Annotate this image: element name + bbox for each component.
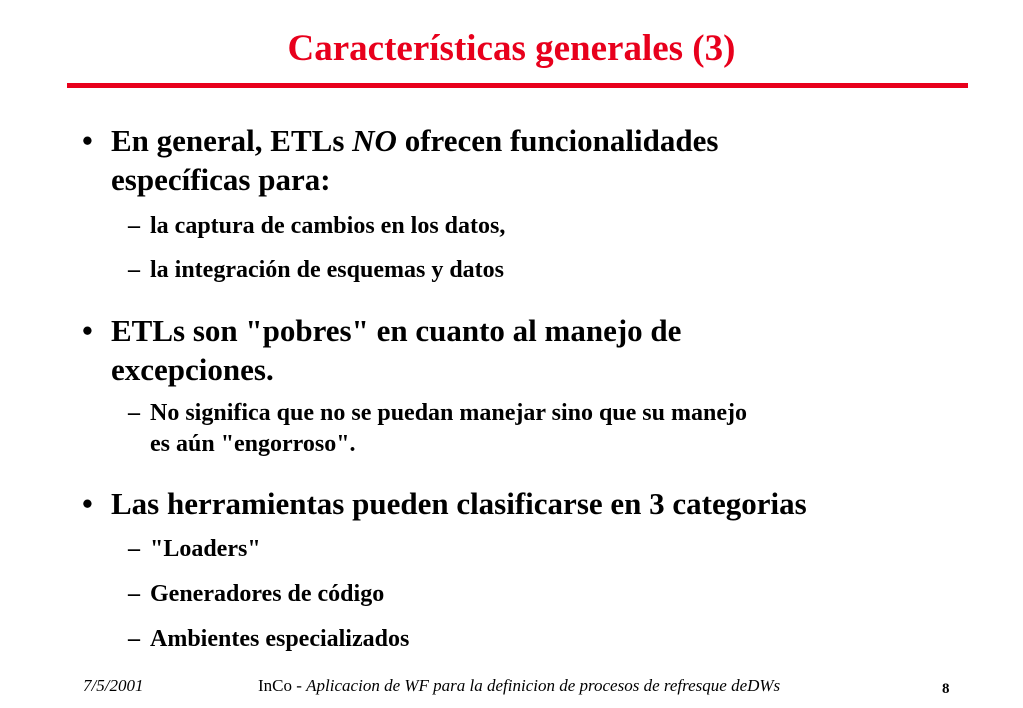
sub-bullet-item <box>128 579 950 610</box>
sub-bullet-text: "Loaders" <box>150 536 261 562</box>
bullet-item <box>82 484 961 523</box>
sub-bullet-text: No significa que no se puedan manejar sino que su manejo <box>150 400 747 426</box>
sub-bullet-text-line2: es aún "engorroso". <box>150 431 356 457</box>
bullet-item <box>82 121 961 199</box>
sub-bullet-dash: – <box>128 536 140 562</box>
bullet-dot: • <box>82 486 93 521</box>
sub-bullet-dash: – <box>128 581 140 607</box>
footer-title-prefix: InCo - <box>258 676 307 695</box>
footer-title <box>258 676 780 696</box>
bullet-item <box>82 311 961 389</box>
sub-bullet-dash: – <box>128 400 140 426</box>
footer-title-text: Aplicacion de WF para la definicion de procesos de refresque deDWs <box>306 676 781 695</box>
sub-bullet-text: Ambientes especializados <box>150 626 410 652</box>
sub-bullet-item <box>128 255 950 286</box>
bullet-text: ofrecen funcionalidades <box>396 123 719 158</box>
slide-title: Características generales (3) <box>287 28 736 69</box>
sub-bullet-dash: – <box>128 626 140 652</box>
bullet-dot: • <box>82 313 93 348</box>
sub-bullet-item <box>128 398 970 460</box>
sub-bullet-item <box>128 211 950 242</box>
sub-bullet-text: la captura de cambios en los datos, <box>150 213 506 239</box>
bullet-text-line2: específicas para: <box>111 162 331 197</box>
bullet-emphasis: NO <box>352 123 397 158</box>
page-number: 8 <box>942 681 950 697</box>
title-divider <box>67 83 968 88</box>
bullet-dot: • <box>82 123 93 158</box>
footer-date: 7/5/2001 <box>83 676 144 695</box>
bullet-text: En general, ETLs <box>111 123 353 158</box>
sub-bullet-dash: – <box>128 213 140 239</box>
bullet-text: Las herramientas pueden clasificarse en 3 categorias <box>111 486 807 521</box>
sub-bullet-text: la integración de esquemas y datos <box>150 257 504 283</box>
sub-bullet-text: Generadores de código <box>150 581 385 607</box>
sub-bullet-item <box>128 624 950 655</box>
sub-bullet-item <box>128 534 950 565</box>
bullet-text: ETLs son "pobres" en cuanto al manejo de <box>111 313 682 348</box>
sub-bullet-dash: – <box>128 257 140 283</box>
bullet-text-line2: excepciones. <box>111 352 274 387</box>
